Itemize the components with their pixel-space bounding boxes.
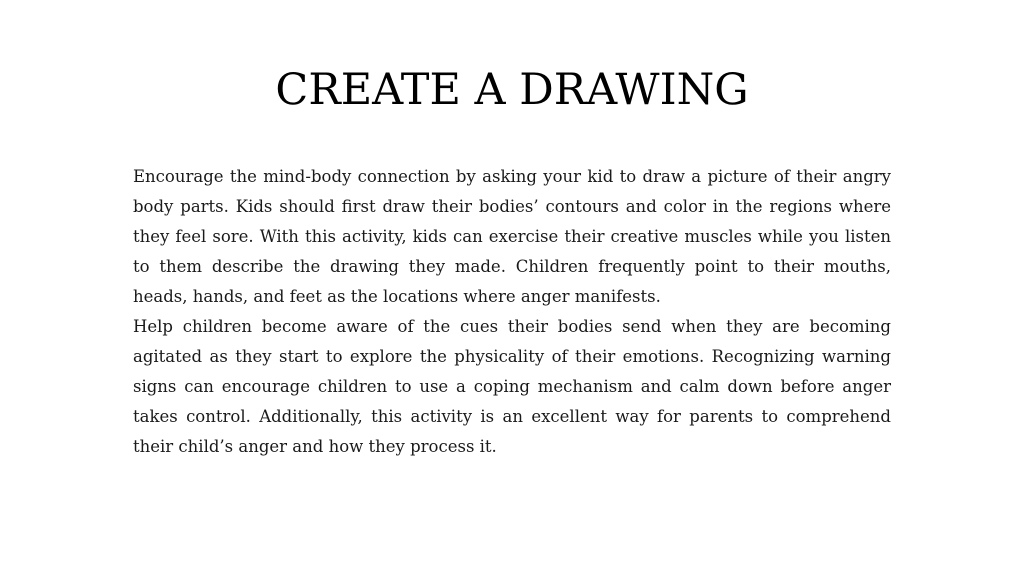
slide-body <box>133 162 891 462</box>
paragraph-1: Encourage the mind-body connection by asking your kid to draw a picture of their angry body parts. Kids should first draw their bodies’ contours and color in the regions where they feel sore. With this activity, kids can exercise their creative muscles while you listen to them describe the drawing they made. Children frequently point to their mouths, heads, hands, and feet as the locations where anger manifests. <box>133 167 891 306</box>
paragraph-2: Help children become aware of the cues their bodies send when they are becoming agitated as they start to explore the physicality of their emotions. Recognizing warning signs can encourage children to use a coping mechanism and calm down before anger takes control. Additionally, this activity is an excellent way for parents to comprehend their child’s anger and how they process it. <box>133 317 891 456</box>
slide-title: CREATE A DRAWING <box>275 65 749 115</box>
